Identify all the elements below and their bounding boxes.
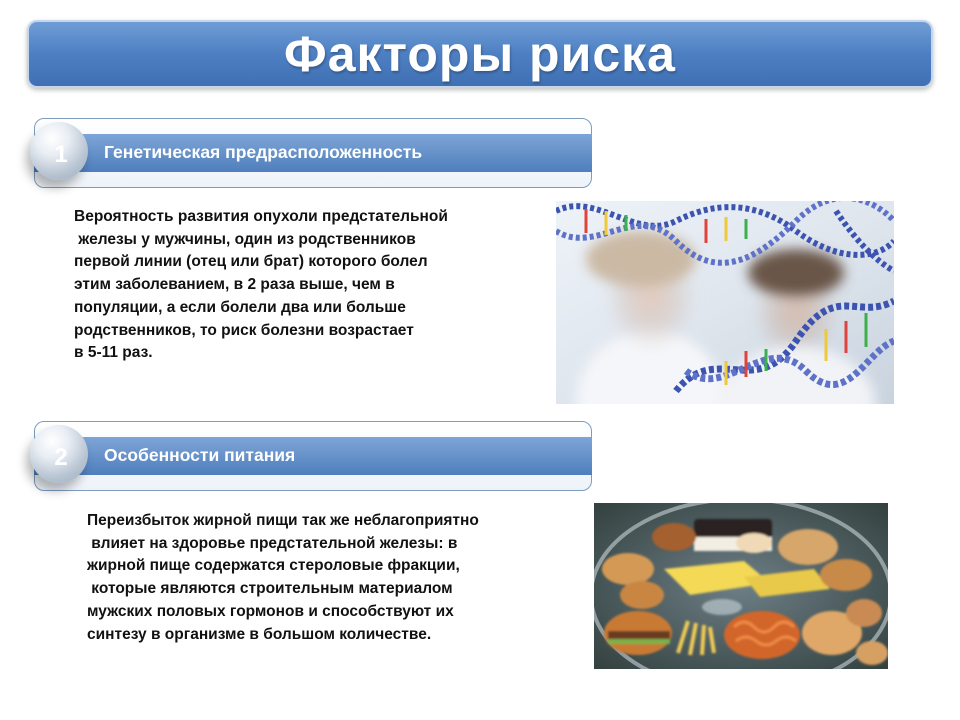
factor-2-header	[28, 421, 594, 495]
factor-2-line: влияет на здоровье предстательной железы: в	[87, 534, 458, 552]
factor-1-heading: Генетическая предрасположенность	[104, 142, 423, 162]
factor-1-line: в 5-11 раз.	[74, 344, 153, 362]
factor-2-line: Переизбыток жирной пищи так же неблагоприятно	[87, 512, 479, 529]
factor-2-heading: Особенности питания	[104, 445, 296, 465]
factor-1-line: популяции, а если болели два или больше	[74, 298, 406, 316]
factor-1-line: этим заболеванием, в 2 раза выше, чем в	[74, 276, 395, 294]
factor-1-description	[74, 206, 448, 365]
factor-1-line: железы у мужчины, один из родственников	[74, 230, 416, 248]
factor-1-number: 1	[54, 141, 68, 168]
slide-title: Факторы риска	[284, 26, 676, 82]
factor-1-line: первой линии (отец или брат) которого болел	[74, 253, 428, 271]
factor-2-line: жирной пище содержатся стероловые фракции,	[87, 557, 460, 575]
factor-2-description	[87, 510, 479, 646]
dna-scientists-photo	[556, 201, 894, 404]
factor-2-number: 2	[54, 444, 68, 471]
factor-1-line: родственников, то риск болезни возрастает	[74, 321, 414, 339]
factor-1-header	[28, 118, 594, 192]
title-banner	[27, 20, 933, 88]
factor-1-line: Вероятность развития опухоли предстательной	[74, 208, 448, 225]
factor-2-line: синтезу в организме в большом количестве.	[87, 625, 432, 643]
factor-2-line: мужских половых гормонов и способствуют их	[87, 602, 454, 620]
fatty-food-photo	[594, 503, 888, 669]
factor-2-line: которые являются строительным материалом	[87, 580, 453, 598]
